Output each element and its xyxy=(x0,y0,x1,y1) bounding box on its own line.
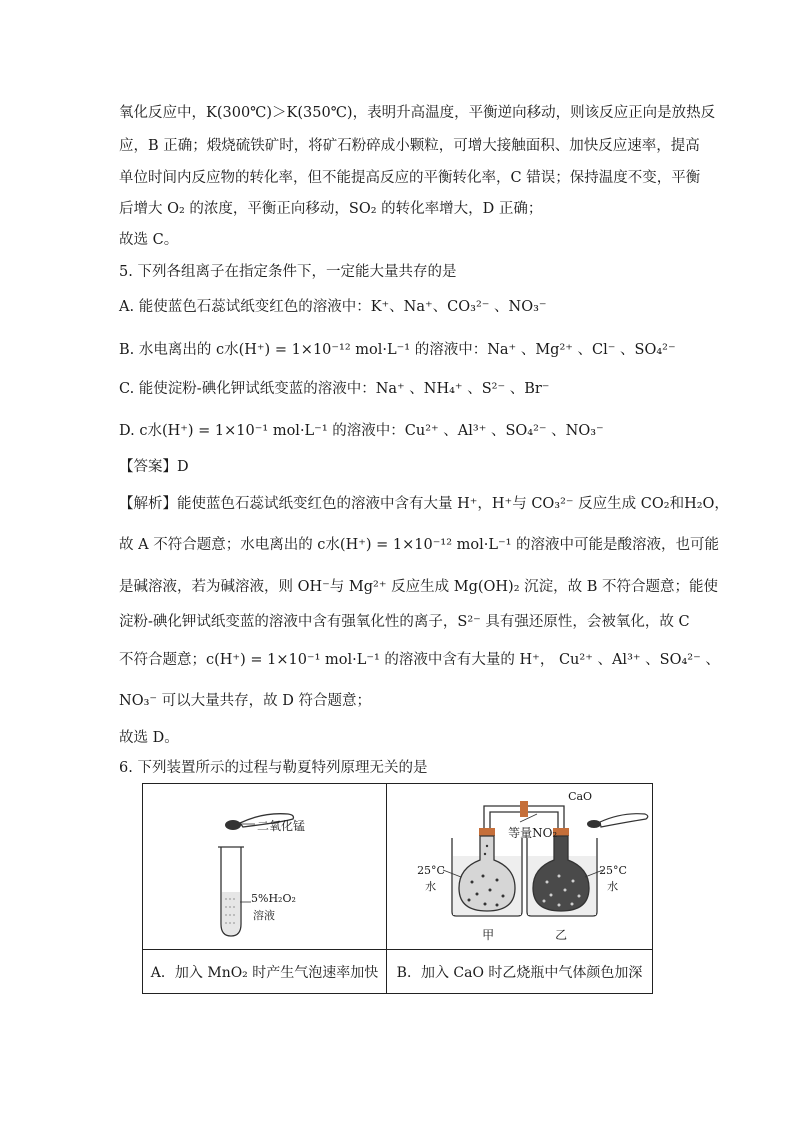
cao-spoon-bowl xyxy=(587,820,601,828)
figure-b-image-cell xyxy=(387,784,653,950)
flask-yi xyxy=(533,836,589,911)
label-water-right: 水 xyxy=(607,880,619,893)
figure-table xyxy=(142,783,653,994)
flask-jia xyxy=(459,836,515,911)
question-5-option-a: A. 能使蓝色石蕊试纸变红色的溶液中：K⁺、Na⁺、CO₃²⁻ 、NO₃⁻ xyxy=(119,299,547,315)
label-flask-yi: 乙 xyxy=(555,928,568,942)
tube-clamp xyxy=(520,801,528,817)
explanation-line: 淀粉-碘化钾试纸变蓝的溶液中含有强氧化性的离子，S²⁻ 具有强还原性，会被氧化，故 C xyxy=(119,614,690,630)
test-tube-diagram xyxy=(143,784,387,949)
question-5-option-c: C. 能使淀粉-碘化钾试纸变蓝的溶液中：Na⁺ 、NH₄⁺ 、S²⁻ 、Br⁻ xyxy=(119,381,550,397)
label-solution: 溶液 xyxy=(253,909,275,922)
label-temp-left: 25°C xyxy=(417,864,445,877)
figure-a-image-cell xyxy=(143,784,387,950)
explanation-line: 故选 D。 xyxy=(119,730,179,746)
spoon-bowl xyxy=(225,820,241,830)
left-stopper xyxy=(479,828,495,836)
label-h2o2: 5%H₂O₂ xyxy=(251,892,296,905)
text-line: 氧化反应中，K(300℃)＞K(350℃)，表明升高温度，平衡逆向移动，则该反应正向是放热反 xyxy=(119,105,716,121)
text-line: 故选 C。 xyxy=(119,232,179,248)
label-mno2: 二氧化锰 xyxy=(257,819,306,833)
question-5-option-d: D. c水(H⁺) = 1×10⁻¹ mol·L⁻¹ 的溶液中：Cu²⁺ 、Al³⁺ 、SO₄²⁻ 、NO₃⁻ xyxy=(119,423,604,439)
label-cao: CaO xyxy=(568,790,593,803)
label-temp-right: 25°C xyxy=(599,864,627,877)
explanation-line: 【解析】能使蓝色石蕊试纸变红色的溶液中含有大量 H⁺，H⁺与 CO₃²⁻ 反应生成 CO₂和H₂O， xyxy=(119,496,729,512)
text-line: 应，B 正确；煅烧硫铁矿时，将矿石粉碎成小颗粒，可增大接触面积、加快反应速率，提高 xyxy=(119,138,700,154)
explanation-line: NO₃⁻ 可以大量共存，故 D 符合题意； xyxy=(119,693,371,709)
label-water-left: 水 xyxy=(425,880,437,893)
explanation-line: 是碱溶液，若为碱溶液，则 OH⁻与 Mg²⁺ 反应生成 Mg(OH)₂ 沉淀，故 B 不符合题意；能使 xyxy=(119,579,718,595)
answer-label: 【答案】D xyxy=(119,459,189,475)
text-line: 单位时间内反应物的转化率，但不能提高反应的平衡转化率，C 错误；保持温度不变，平衡 xyxy=(119,170,701,186)
caption-a: A．加入 MnO₂ 时产生气泡速率加快 xyxy=(143,950,387,994)
label-no2: 等量NO₂ xyxy=(508,826,558,840)
cao-spoon-handle xyxy=(600,814,648,827)
question-6-stem: 6. 下列装置所示的过程与勒夏特列原理无关的是 xyxy=(119,760,428,776)
explanation-line: 故 A 不符合题意；水电离出的 c水(H⁺) = 1×10⁻¹² mol·L⁻¹ 的溶液中可能是酸溶液，也可能 xyxy=(119,537,720,553)
question-5-stem: 5. 下列各组离子在指定条件下，一定能大量共存的是 xyxy=(119,264,457,280)
caption-b: B．加入 CaO 时乙烧瓶中气体颜色加深 xyxy=(387,950,653,994)
explanation-line: 不符合题意；c(H⁺) = 1×10⁻¹ mol·L⁻¹ 的溶液中含有大量的 H⁺， Cu²⁺ 、Al³⁺ 、SO₄²⁻ 、 xyxy=(119,652,720,668)
text-line: 后增大 O₂ 的浓度，平衡正向移动，SO₂ 的转化率增大，D 正确； xyxy=(119,201,543,217)
question-5-option-b: B. 水电离出的 c水(H⁺) = 1×10⁻¹² mol·L⁻¹ 的溶液中：Na⁺ 、Mg²⁺ 、Cl⁻ 、SO₄²⁻ xyxy=(119,342,676,358)
label-flask-jia: 甲 xyxy=(482,928,495,942)
